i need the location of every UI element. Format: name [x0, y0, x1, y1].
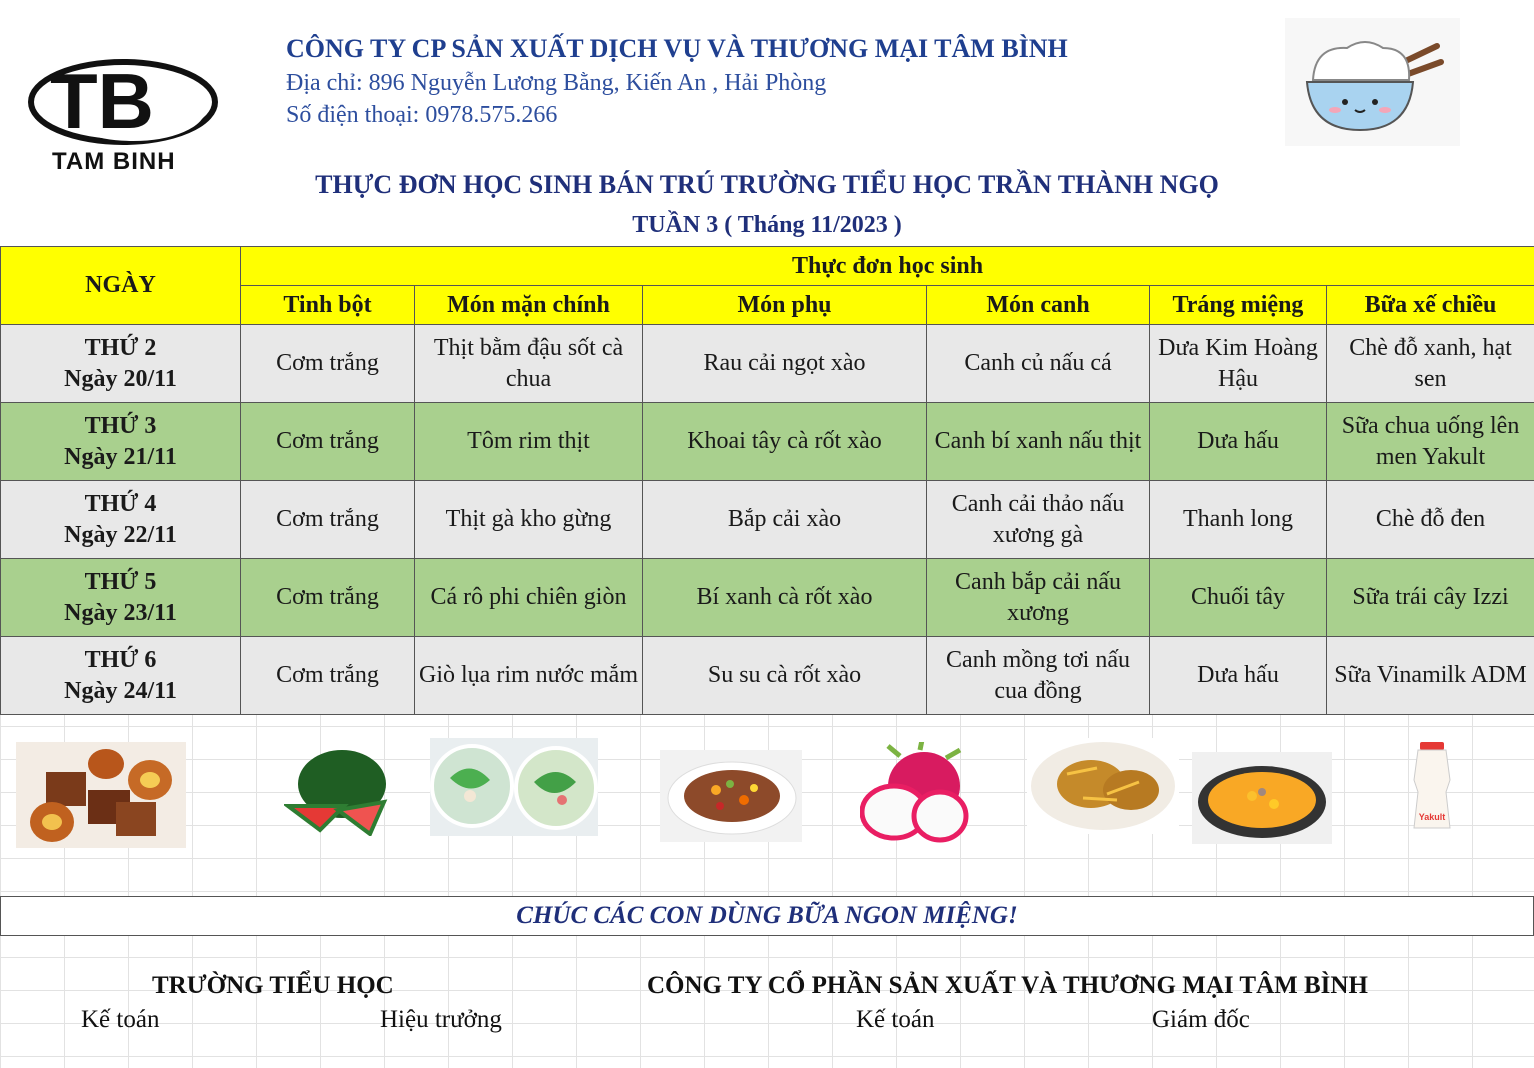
wish-banner: CHÚC CÁC CON DÙNG BỮA NGON MIỆNG!	[0, 896, 1534, 936]
table-cell: Canh bí xanh nấu thịt	[927, 403, 1150, 481]
column-header: Món canh	[927, 286, 1150, 325]
table-cell: Canh củ nấu cá	[927, 325, 1150, 403]
school-accountant-label: Kế toán	[81, 1006, 160, 1033]
table-cell: Bắp cải xào	[643, 481, 927, 559]
table-cell: Khoai tây cà rốt xào	[643, 403, 927, 481]
company-logo	[28, 52, 218, 175]
table-cell: Tôm rim thịt	[415, 403, 643, 481]
table-cell: Chuối tây	[1150, 559, 1327, 637]
logo-caption: TAM BINH	[52, 148, 176, 175]
table-row	[1, 403, 1534, 481]
weekday: THỨ 5	[84, 568, 157, 595]
weekday: THỨ 2	[84, 334, 157, 361]
director-label: Giám đốc	[1152, 1006, 1250, 1033]
company-phone: Số điện thoại: 0978.575.266	[286, 102, 558, 128]
table-cell: Sữa chua uống lên men Yakult	[1327, 403, 1534, 481]
menu-group-header: Thực đơn học sinh	[241, 247, 1534, 286]
date: Ngày 22/11	[64, 521, 177, 548]
pumpkin-soup-photo	[1192, 752, 1332, 844]
weekday: THỨ 3	[84, 412, 157, 439]
svg-text:Yakult: Yakult	[1418, 812, 1446, 822]
table-cell: Chè đỗ xanh, hạt sen	[1327, 325, 1534, 403]
table-cell: Cơm trắng	[241, 403, 415, 481]
table-cell: Cơm trắng	[241, 559, 415, 637]
school-heading: TRƯỜNG TIỂU HỌC	[152, 972, 394, 999]
column-header: Tráng miệng	[1150, 286, 1327, 325]
watermelon-photo	[284, 748, 388, 836]
weekday: THỨ 4	[84, 490, 157, 517]
stir-fried-vegetables-photo	[660, 750, 802, 842]
table-cell: Rau cải ngọt xào	[643, 325, 927, 403]
table-row	[1, 481, 1534, 559]
vegetable-soup-photo	[430, 738, 598, 836]
table-cell: Dưa hấu	[1150, 637, 1327, 715]
day-cell	[1, 481, 241, 559]
table-cell: Sữa Vinamilk ADM	[1327, 637, 1534, 715]
table-cell: Cơm trắng	[241, 637, 415, 715]
table-cell: Giò lụa rim nước mắm	[415, 637, 643, 715]
table-cell: Su su cà rốt xào	[643, 637, 927, 715]
table-cell: Thịt gà kho gừng	[415, 481, 643, 559]
logo-mark	[28, 52, 218, 152]
table-row	[1, 637, 1534, 715]
day-column-header: NGÀY	[1, 247, 241, 325]
principal-label: Hiệu trưởng	[380, 1006, 502, 1033]
page-title: THỰC ĐƠN HỌC SINH BÁN TRÚ TRƯỜNG TIỂU HỌC TRẦN THÀNH NGỌ	[315, 170, 1219, 199]
company-name: CÔNG TY CP SẢN XUẤT DỊCH VỤ VÀ THƯƠNG MẠI TÂM BÌNH	[286, 34, 1068, 63]
table-cell: Canh bắp cải nấu xương	[927, 559, 1150, 637]
column-header: Món phụ	[643, 286, 927, 325]
column-header: Món mặn chính	[415, 286, 643, 325]
table-cell: Cơm trắng	[241, 481, 415, 559]
table-cell: Cơm trắng	[241, 325, 415, 403]
rice-bowl-icon	[1285, 18, 1460, 146]
date: Ngày 23/11	[64, 599, 177, 626]
table-cell: Bí xanh cà rốt xào	[643, 559, 927, 637]
table-cell: Thịt bằm đậu sốt cà chua	[415, 325, 643, 403]
column-header: Tinh bột	[241, 286, 415, 325]
table-cell: Dưa Kim Hoàng Hậu	[1150, 325, 1327, 403]
table-cell: Thanh long	[1150, 481, 1327, 559]
food-photos	[0, 730, 1534, 860]
date: Ngày 20/11	[64, 365, 177, 392]
dragon-fruit-photo	[860, 742, 970, 844]
table-cell: Chè đỗ đen	[1327, 481, 1534, 559]
company-address: Địa chỉ: 896 Nguyễn Lương Bằng, Kiến An , Hải Phòng	[286, 70, 827, 96]
company-accountant-label: Kế toán	[856, 1006, 935, 1033]
date: Ngày 24/11	[64, 677, 177, 704]
day-cell	[1, 403, 241, 481]
braised-pork-eggs-photo	[16, 742, 186, 848]
day-cell	[1, 559, 241, 637]
weekday: THỨ 6	[84, 646, 157, 673]
table-cell: Canh cải thảo nấu xương gà	[927, 481, 1150, 559]
day-cell	[1, 325, 241, 403]
table-cell: Canh mồng tơi nấu cua đồng	[927, 637, 1150, 715]
day-cell	[1, 637, 241, 715]
menu-table	[0, 246, 1534, 715]
yakult-bottle-photo	[1406, 740, 1458, 834]
table-row	[1, 325, 1534, 403]
table-row	[1, 559, 1534, 637]
table-cell: Dưa hấu	[1150, 403, 1327, 481]
column-header: Bữa xế chiều	[1327, 286, 1534, 325]
ginger-chicken-photo	[1027, 738, 1179, 834]
table-cell: Cá rô phi chiên giòn	[415, 559, 643, 637]
page-subtitle: TUẦN 3 ( Tháng 11/2023 )	[632, 212, 902, 238]
svg-text:TB: TB	[50, 57, 154, 145]
table-cell: Sữa trái cây Izzi	[1327, 559, 1534, 637]
company-signature-heading: CÔNG TY CỔ PHẦN SẢN XUẤT VÀ THƯƠNG MẠI TÂM BÌNH	[647, 972, 1368, 999]
date: Ngày 21/11	[64, 443, 177, 470]
